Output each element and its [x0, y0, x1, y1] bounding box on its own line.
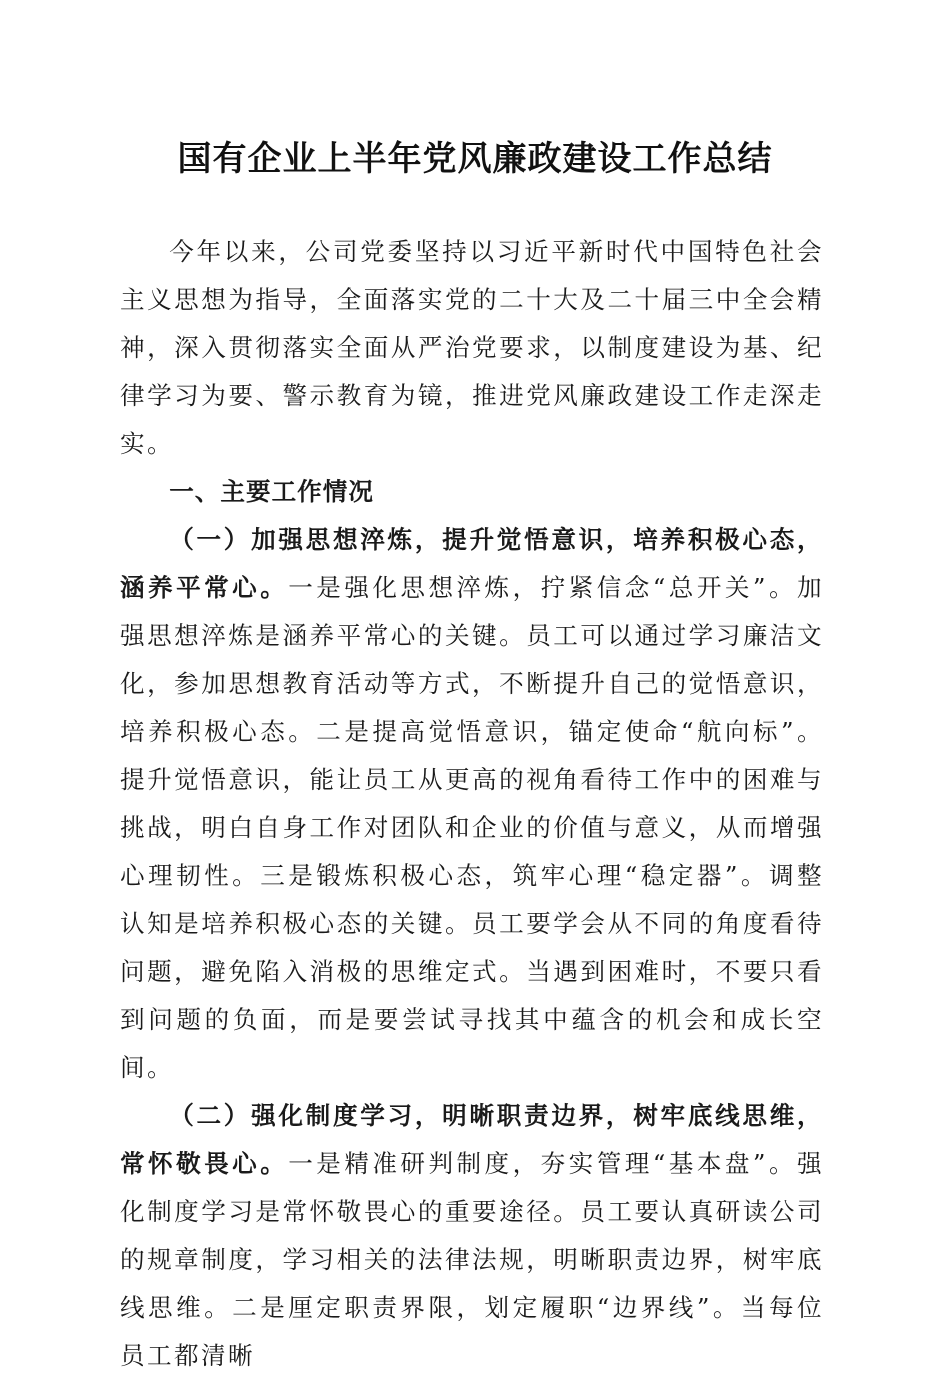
sub-heading-2: （二）强化制度学习，明晰职责边界，树牢底线思维，常怀敬畏心。	[120, 1101, 824, 1178]
section-item-1	[120, 516, 824, 1092]
item-2-text: 一是精准研判制度，夯实管理“基本盘”。强化制度学习是常怀敬畏心的重要途径。员工要认真研读公司的规章制度，学习相关的法律法规，明晰职责边界，树牢底线思维。二是厘定职责界限，划定履职“边界线”。当每位员工都清晰	[120, 1149, 824, 1370]
section-heading: 一、主要工作情况	[169, 477, 374, 506]
document-body	[120, 228, 824, 1380]
sub-heading-1: （一）加强思想淬炼，提升觉悟意识，培养积极心态，涵养平常心。	[120, 525, 824, 602]
section-item-2	[120, 1092, 824, 1380]
intro-paragraph: 今年以来，公司党委坚持以习近平新时代中国特色社会主义思想为指导，全面落实党的二十大及二十届三中全会精神，深入贯彻落实全面从严治党要求，以制度建设为基、纪律学习为要、警示教育为镜，推进党风廉政建设工作走深走实。	[120, 237, 824, 458]
document-title: 国有企业上半年党风廉政建设工作总结	[177, 139, 773, 179]
item-1-text: 一是强化思想淬炼，拧紧信念“总开关”。加强思想淬炼是涵养平常心的关键。员工可以通过学习廉洁文化，参加思想教育活动等方式，不断提升自己的觉悟意识，培养积极心态。二是提高觉悟意识，锚定使命“航向标”。提升觉悟意识，能让员工从更高的视角看待工作中的困难与挑战，明白自身工作对团队和企业的价值与意义，从而增强心理韧性。三是锻炼积极心态，筑牢心理“稳定器”。调整认知是培养积极心态的关键。员工要学会从不同的角度看待问题，避免陷入消极的思维定式。当遇到困难时，不要只看到问题的负面，而是要尝试寻找其中蕴含的机会和成长空间。	[120, 573, 824, 1082]
